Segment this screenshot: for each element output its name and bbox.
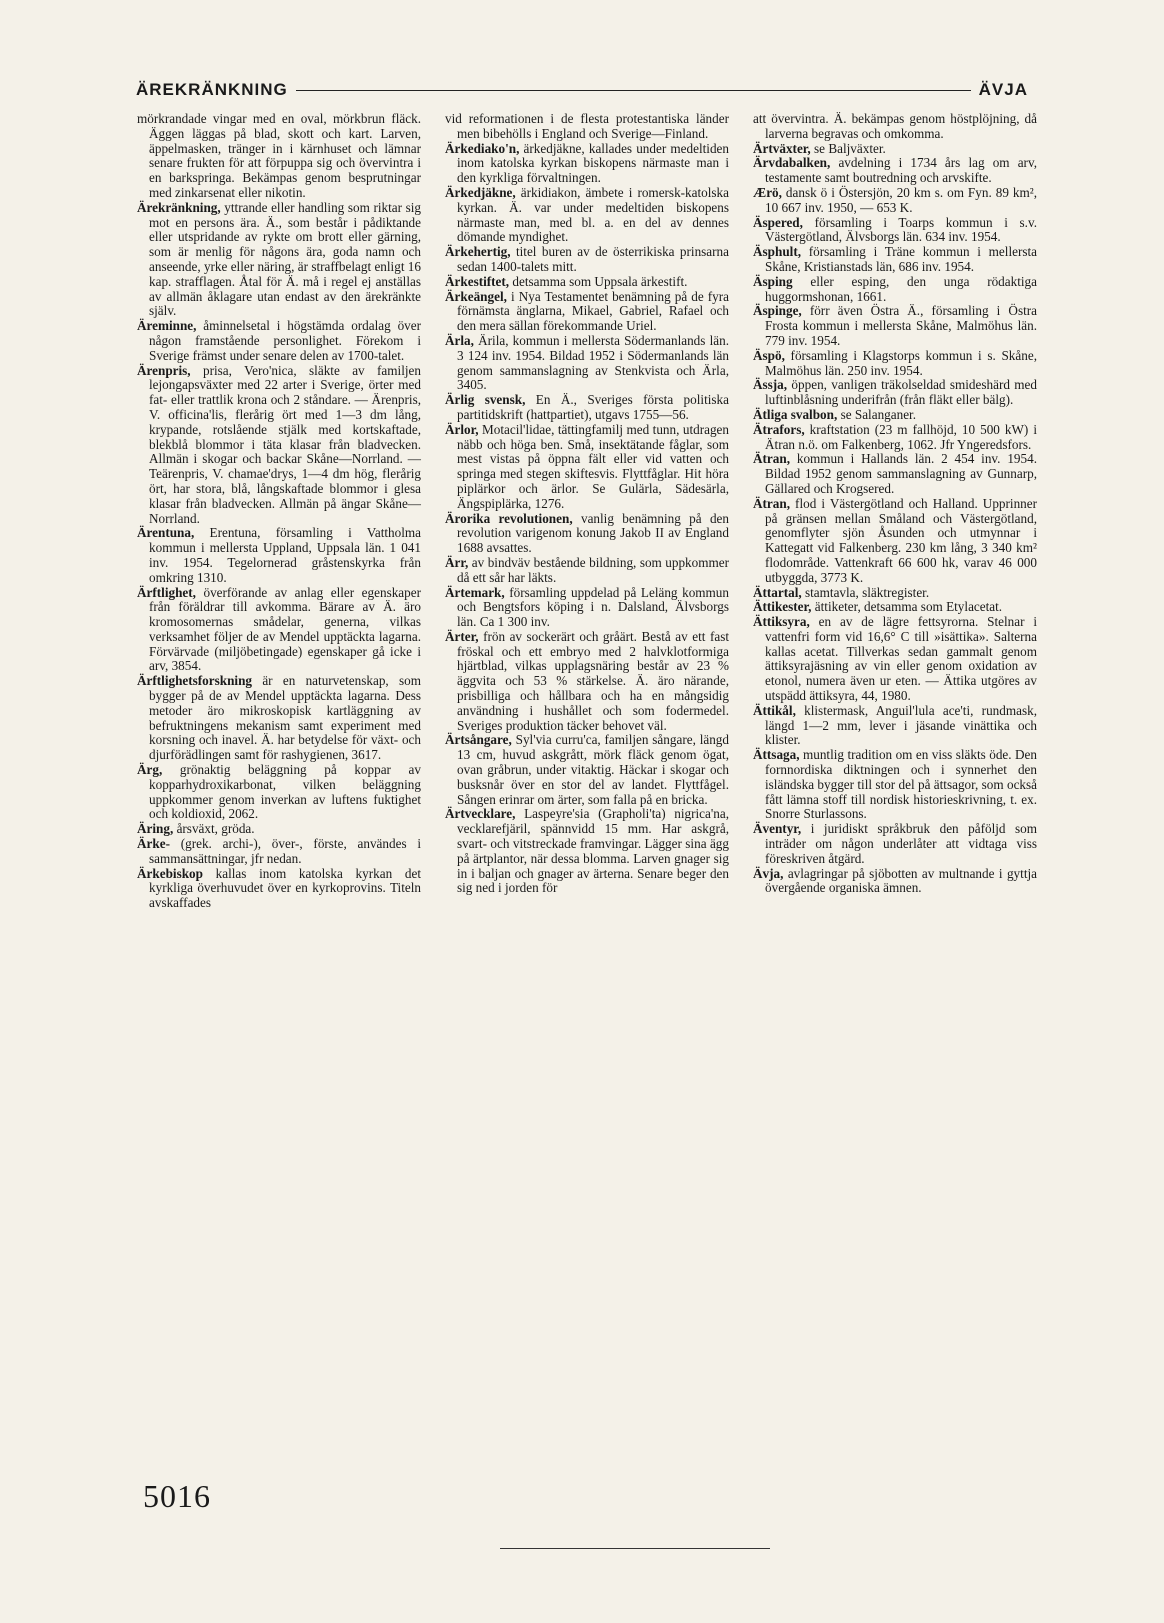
entry-text: av bindväv bestående bildning, som uppkommer då ett sår har läkts. bbox=[457, 554, 729, 585]
entry-text: i Nya Testamentet benämning på de fyra förnämsta änglarna, Mikael, Gabriel, Rafael och den mera sällan förekommande Uriel. bbox=[457, 288, 729, 334]
dictionary-entry bbox=[445, 290, 729, 334]
entry-text: titel buren av de österrikiska prinsarna sedan 1400-talets mitt. bbox=[457, 244, 729, 274]
entry-text: grönaktig beläggning på koppar av kopparhydroxikarbonat, vilken beläggning uppkommer genom inverkan av luftens fuktighet och koldioxid, 2062. bbox=[149, 762, 421, 822]
dictionary-entry bbox=[753, 423, 1037, 453]
entry-text: Laspeyre'sia (Grapholi'ta) nigrica'na, vecklarefjäril, spännvidd 15 mm. Har askgrå, svart- och vitstreckade framvingar. Lägger sina ägg på ärtplantor, när dessa blomma. Larven gnager sig in i baljan och gnager av ärterna. Senare beger den sig ned i jorden för bbox=[457, 806, 729, 896]
entry-text: eller esping, den unga rödaktiga huggormshonan, 1661. bbox=[765, 273, 1037, 304]
entry-text: Ärila, kommun i mellersta Södermanlands län. 3 124 inv. 1954. Bildad 1952 i Södermanlands län genom sammanslagning av Stenkvista och Ärla, 3405. bbox=[457, 332, 729, 393]
entry-headword: Ärentuna, bbox=[137, 525, 195, 541]
dictionary-entry bbox=[445, 512, 729, 556]
dictionary-entry bbox=[137, 822, 421, 837]
dictionary-entry bbox=[137, 586, 421, 675]
entry-text: en av de lägre fettsyrorna. Stelnar i vattenfri form vid 16,6° C till »isättika». Salterna kallas acetat. Tillverkas sedan gammalt genom ättiksyrajäsning av vin eller genom oxidation av etonol, numera även ur eten. — Ättika utgöres av utspädd ättiksyra, 44, 1980. bbox=[765, 614, 1037, 704]
entry-headword: Ässja, bbox=[753, 377, 788, 393]
entry-text: församling i Klagstorps kommun i s. Skåne, Malmöhus län. 250 inv. 1954. bbox=[765, 347, 1037, 378]
entry-headword: Ärvdabalken, bbox=[753, 155, 831, 171]
column-2 bbox=[445, 112, 729, 1192]
dictionary-entry bbox=[753, 452, 1037, 496]
entry-headword: Ärftlighetsforskning bbox=[137, 673, 253, 689]
entry-text: mörkrandade vingar med en oval, mörkbrun fläck. Äggen läggas på blad, skott och kart. Larven, äppelmasken, tränger in i kärnhuset och lämnar senare frukten för att förpuppa sig och övervintra i en barkspringa. Bekämpas genom besprutningar med zinkarsenat eller nikotin. bbox=[137, 111, 421, 200]
entry-text: vid reformationen i de flesta protestantiska länder men bibehölls i England och Sverige—Finland. bbox=[445, 111, 729, 141]
dictionary-entry bbox=[445, 423, 729, 512]
entry-headword: Äventyr, bbox=[753, 821, 802, 837]
entry-text: öppen, vanligen träkolseldad smideshärd med luftinblåsning underifrån (från fläkt eller bälg). bbox=[765, 377, 1037, 408]
entry-text: muntlig tradition om en viss släkts öde. Den fornnordiska diktningen och i synnerhet den isländska bygger till stor del på ättsagor, som också fått lämna stoff till nordisk historieskrivning, t. ex. Snorre Sturlassons. bbox=[765, 747, 1037, 822]
entry-headword: Ærö, bbox=[753, 184, 782, 200]
entry-headword: Äring, bbox=[137, 821, 174, 837]
entry-text: ättiketer, detsamma som Etylacetat. bbox=[811, 599, 1003, 615]
entry-text: se Salanganer. bbox=[837, 406, 917, 422]
entry-text: församling i Toarps kommun i s.v. Västergötland, Älvsborgs län. 634 inv. 1954. bbox=[765, 214, 1037, 245]
entry-headword: Ärorika revolutionen, bbox=[445, 510, 573, 526]
entry-headword: Ärtvecklare, bbox=[445, 806, 516, 822]
entry-text: vanlig benämning på den revolution varigenom konung Jakob II av England 1688 avsattes. bbox=[457, 510, 729, 556]
entry-headword: Ättikål, bbox=[753, 702, 796, 718]
dictionary-entry bbox=[137, 112, 421, 201]
dictionary-entry bbox=[753, 748, 1037, 822]
entry-text: detsamma som Uppsala ärkestift. bbox=[509, 273, 688, 289]
dictionary-entry bbox=[753, 186, 1037, 216]
entry-text: frön av sockerärt och gråärt. Bestå av ett fast fröskal och ett embryo med 2 halvklotformiga hjärtblad, vilkas upplagsnäring består av 23 % äggvita och 53 % stärkelse. Ä. äro närande, prisbilliga och hållbara och ha en mångsidig användning i hushållet och som fodermedel. Sveriges produktion täcker behovet väl. bbox=[457, 628, 729, 733]
entry-headword: Ättikester, bbox=[753, 599, 812, 615]
dictionary-entry bbox=[137, 364, 421, 527]
header-rule bbox=[296, 90, 971, 91]
dictionary-entry bbox=[445, 334, 729, 393]
dictionary-entry bbox=[753, 275, 1037, 305]
entry-headword: Ättartal, bbox=[753, 584, 802, 600]
entry-headword: Ätran, bbox=[753, 451, 790, 467]
entry-text: att övervintra. Ä. bekämpas genom höstplöjning, då larverna begravas och omkomma. bbox=[753, 111, 1037, 141]
entry-headword: Äsphult, bbox=[753, 244, 802, 260]
dictionary-entry bbox=[753, 600, 1037, 615]
entry-text: flod i Västergötland och Halland. Upprinner på gränsen mellan Småland och Västergötland, genomflyter sjön Åsunden och utmynnar i Kattegatt vid Falkenberg. 230 km lång, 3 340 km² flodområde. Vattenkraft 66 600 hk, varav 46 000 utbyggda, 3773 K. bbox=[765, 495, 1037, 585]
entry-headword: Äreminne, bbox=[137, 318, 197, 334]
dictionary-entry bbox=[445, 556, 729, 586]
entry-text: dansk ö i Östersjön, 20 km s. om Fyn. 89 km², 10 667 inv. 1950, — 653 K. bbox=[765, 184, 1037, 215]
entry-headword: Ärr, bbox=[445, 554, 469, 570]
entry-text: En Ä., Sveriges första politiska partitidskrift (hattpartiet), utgavs 1755—56. bbox=[457, 392, 729, 422]
entry-headword: Ävja, bbox=[753, 865, 784, 881]
entry-headword: Ärkebiskop bbox=[137, 865, 203, 881]
entry-text: Motacil'lidae, tättingfamilj med tunn, utdragen näbb och höga ben. Små, insektätande fåglar, som mest vistas på öppna fält eller vid vatten och springa med stegen skiftesvis. Flyttfåglar. Hit höra piplärkor och ärlor. Se Gulärla, Sädesärla, Ängspiplärka, 1276. bbox=[457, 421, 729, 511]
entry-headword: Ättiksyra, bbox=[753, 614, 810, 630]
entry-text: yttrande eller handling som riktar sig mot en persons ära. Ä., som består i pådiktande eller utspridande av rykte om brott eller gärning, som är menlig för någons ära, goda namn och anseende, yrke eller näring, är straffbelagt enligt 16 kap. strafflagen. Åtal för Ä. må i regel ej anställas av allmän åklagare utan endast av den ärekränkte själv. bbox=[149, 199, 421, 319]
dictionary-entry bbox=[753, 615, 1037, 704]
entry-headword: Ärtväxter, bbox=[753, 140, 811, 156]
column-3 bbox=[753, 112, 1037, 1192]
dictionary-entry bbox=[753, 586, 1037, 601]
dictionary-entry bbox=[445, 112, 729, 142]
entry-text: Syl'via curru'ca, familjen sångare, längd 13 cm, huvud askgrått, mörk fläck genom ögat, ovan gråbrun, under vitaktig. Häckar i skogar och busksnår över en stor del av landet. Flyttfågel. Sången erinrar om ärter, som falla på en bricka. bbox=[457, 732, 729, 807]
entry-headword: Ärftlighet, bbox=[137, 584, 196, 600]
page-number: 5016 bbox=[143, 1478, 211, 1514]
dictionary-entry bbox=[753, 245, 1037, 275]
column-1 bbox=[137, 112, 421, 1192]
entry-headword: Ärtemark, bbox=[445, 584, 505, 600]
entry-headword: Ärlor, bbox=[445, 421, 479, 437]
dictionary-entry bbox=[753, 408, 1037, 423]
entry-text: se Baljväxter. bbox=[810, 140, 886, 156]
dictionary-entry bbox=[753, 704, 1037, 748]
entry-headword: Ärla, bbox=[445, 332, 474, 348]
header-left-guide-word: ÄREKRÄNKNING bbox=[136, 80, 288, 99]
dictionary-entry bbox=[445, 630, 729, 734]
entry-headword: Ärke- bbox=[137, 836, 170, 852]
entry-headword: Ärkehertig, bbox=[445, 244, 511, 260]
dictionary-entry bbox=[753, 378, 1037, 408]
dictionary-entry bbox=[753, 867, 1037, 897]
dictionary-entry bbox=[753, 822, 1037, 866]
entry-text: stamtavla, släktregister. bbox=[801, 584, 930, 600]
header-right-guide-word: ÄVJA bbox=[978, 80, 1028, 99]
dictionary-entry bbox=[445, 142, 729, 186]
entry-text: (grek. archi-), över-, förste, användes i sammansättningar, jfr nedan. bbox=[149, 836, 421, 866]
entry-text: klistermask, Anguil'lula ace'ti, rundmask, längd 1—2 mm, lever i jäsande vinättika och klister. bbox=[765, 702, 1037, 748]
dictionary-entry bbox=[137, 867, 421, 911]
entry-text: förr även Östra Ä., församling i Östra Frosta kommun i mellersta Skåne, Malmöhus län. 779 inv. 1954. bbox=[765, 303, 1037, 348]
dictionary-entry bbox=[753, 497, 1037, 586]
entry-headword: Ärkedjäkne, bbox=[445, 184, 516, 200]
dictionary-entry bbox=[445, 275, 729, 290]
entry-text: ärkedjäkne, kallades under medeltiden inom katolska kyrkan biskopens närmaste man i den kyrkliga förvaltningen. bbox=[457, 140, 729, 186]
entry-text: kommun i Hallands län. 2 454 inv. 1954. Bildad 1952 genom sammanslagning av Gunnarp, Gällared och Krogsered. bbox=[765, 451, 1037, 496]
dictionary-entry bbox=[445, 245, 729, 275]
dictionary-entry bbox=[753, 304, 1037, 348]
entry-headword: Ätrafors, bbox=[753, 421, 805, 437]
entry-text: avlagringar på sjöbotten av multnande i gyttja övergående organiska ämnen. bbox=[765, 865, 1037, 896]
footer-rule bbox=[500, 1548, 770, 1549]
entry-text: avdelning i 1734 års lag om arv, testamente samt boutredning och arvskifte. bbox=[765, 155, 1037, 186]
running-header bbox=[136, 78, 1028, 102]
entry-headword: Ärter, bbox=[445, 628, 479, 644]
entry-headword: Ärkestiftet, bbox=[445, 273, 510, 289]
entry-headword: Äsping bbox=[753, 273, 793, 289]
entry-text: överförande av anlag eller egenskaper från föräldrar till avkomma. Bärare av Ä. äro kromosomernas smådelar, generna, vilkas verksamhet följer de av Mendel upptäckta lagarna. Förvärvade (miljöbetingade) egenskaper gå icke i arv, 3854. bbox=[149, 584, 421, 674]
entry-headword: Ättsaga, bbox=[753, 747, 800, 763]
dictionary-entry bbox=[445, 733, 729, 807]
entry-text: i juridiskt språkbruk den påföljd som inträder om någon underlåter att vidtaga viss föreskriven åtgärd. bbox=[765, 821, 1037, 866]
dictionary-entry bbox=[753, 142, 1037, 157]
entry-headword: Ärkediako'n, bbox=[445, 140, 520, 156]
entry-headword: Äspö, bbox=[753, 347, 785, 363]
dictionary-entry bbox=[753, 349, 1037, 379]
entry-headword: Ätran, bbox=[753, 495, 790, 511]
entry-text: kraftstation (23 m fallhöjd, 10 500 kW) i Ätran n.ö. om Falkenberg, 1062. Jfr Yngeredsfors. bbox=[765, 421, 1037, 452]
dictionary-entry bbox=[137, 319, 421, 363]
entry-headword: Ärkeängel, bbox=[445, 288, 507, 304]
entry-headword: Ätliga svalbon, bbox=[753, 406, 838, 422]
dictionary-entry bbox=[445, 807, 729, 896]
entry-headword: Ärekränkning, bbox=[137, 199, 221, 215]
entry-text: åminnelsetal i högstämda ordalag över någon framstående personlighet. Förekom i Sverige främst under senare delen av 1700-talet. bbox=[149, 318, 421, 363]
dictionary-entry bbox=[137, 837, 421, 867]
dictionary-entry bbox=[137, 201, 421, 319]
text-columns bbox=[137, 112, 1037, 1192]
dictionary-entry bbox=[753, 156, 1037, 186]
dictionary-entry bbox=[753, 112, 1037, 142]
entry-headword: Ärtsångare, bbox=[445, 732, 512, 748]
entry-headword: Ärenpris, bbox=[137, 362, 191, 378]
dictionary-entry bbox=[137, 526, 421, 585]
dictionary-entry bbox=[137, 674, 421, 763]
dictionary-entry bbox=[753, 216, 1037, 246]
entry-text: församling i Träne kommun i mellersta Skåne, Kristianstads län, 686 inv. 1954. bbox=[765, 244, 1037, 274]
dictionary-entry bbox=[137, 763, 421, 822]
entry-text: församling uppdelad på Leläng kommun och Bengtsfors köping i n. Dalsland, Älvsborgs län. Ca 1 300 inv. bbox=[457, 584, 729, 630]
dictionary-entry bbox=[445, 393, 729, 423]
entry-headword: Äspinge, bbox=[753, 303, 802, 319]
entry-text: prisa, Vero'nica, släkte av familjen lejongapsväxter med 22 arter i Sverige, örter med fat- eller trattlik krona och 2 ståndare. — Ärenpris, V. officina'lis, flerårig ört med 1—3 dm lång, krypande, rotslående stjälk med kortskaftade, blekblå blommor i täta klasar från bladvecken. Allmän i skogar och backar Skåne—Norrland. — Teärenpris, V. chamae'drys, 1—4 dm hög, flerårig ört, har stora, blå, långskaftade blommor i glesa klasar från bladvecken. Allmän på ängar Skåne—Norrland. bbox=[149, 362, 421, 526]
entry-headword: Ärlig svensk, bbox=[445, 392, 526, 408]
entry-text: årsväxt, gröda. bbox=[173, 821, 255, 837]
entry-text: Erentuna, församling i Vattholma kommun i mellersta Uppland, Uppsala län. 1 041 inv. 1954. Tegelornerad gråstenskyrka från omkring 1310. bbox=[149, 525, 421, 585]
entry-text: ärkidiakon, ämbete i romersk-katolska kyrkan. Ä. var under medeltiden biskopens närmaste man, med bl. a. en del av dennes dömande myndighet. bbox=[457, 184, 729, 245]
entry-text: är en naturvetenskap, som bygger på de av Mendel upptäckta lagarna. Dess metoder äro mikroskopisk kartläggning av befruktningens mekanism samt experiment med korsning och inavel. Ä. har betydelse för växt- och djurförädlingen samt för rashygienen, 3617. bbox=[149, 673, 421, 763]
entry-text: kallas inom katolska kyrkan det kyrkliga överhuvudet över en kyrkoprovins. Titeln avskaffades bbox=[149, 865, 421, 911]
entry-headword: Äspered, bbox=[753, 214, 803, 230]
dictionary-entry bbox=[445, 186, 729, 245]
entry-headword: Ärg, bbox=[137, 762, 163, 778]
dictionary-entry bbox=[445, 586, 729, 630]
